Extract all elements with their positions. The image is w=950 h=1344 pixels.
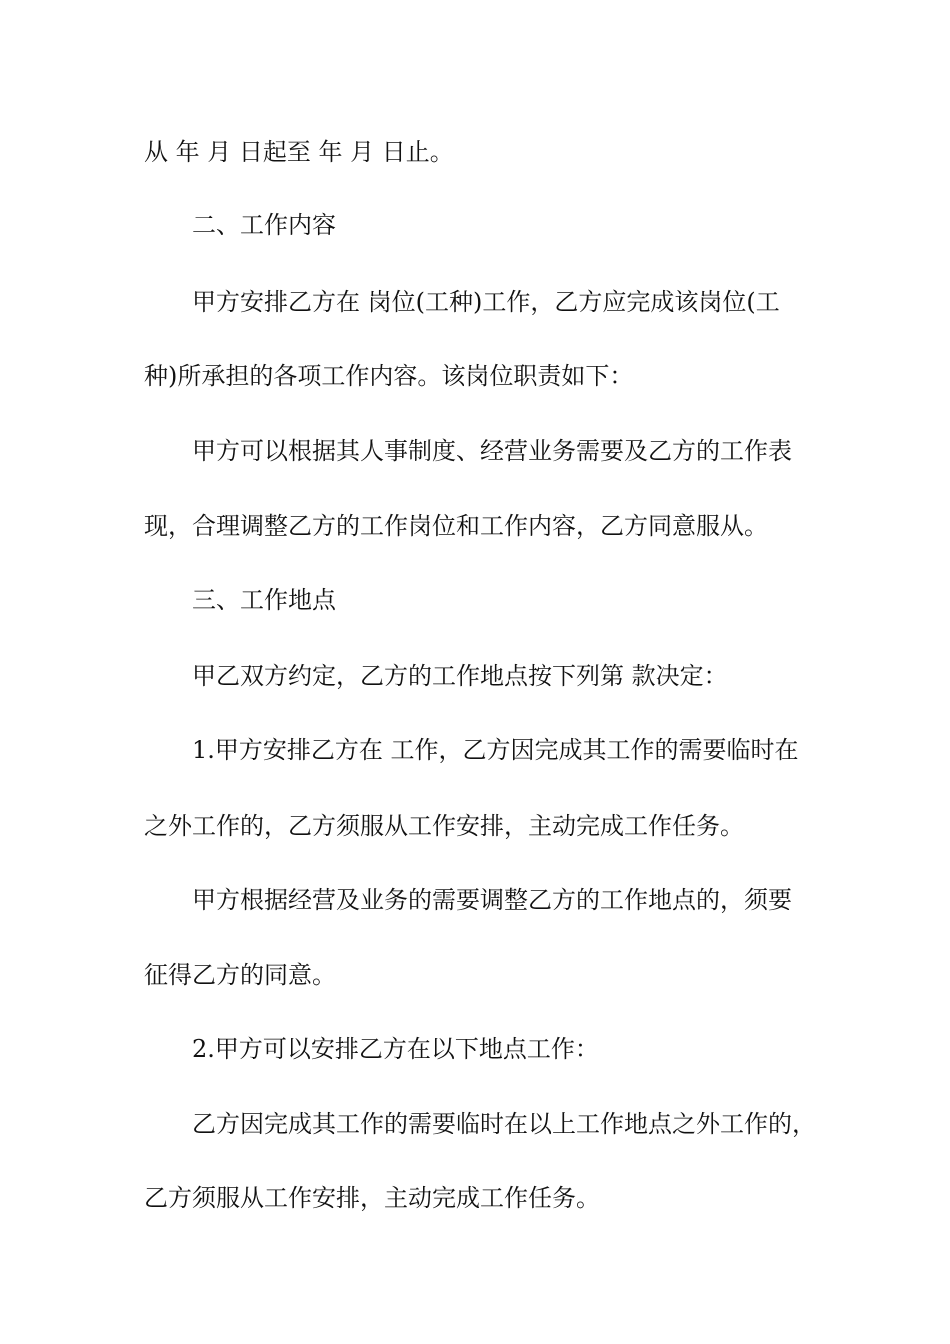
paragraph-line: 乙方因完成其工作的需要临时在以上工作地点之外工作的， [192, 1110, 816, 1138]
paragraph-line: 种)所承担的各项工作内容。该岗位职责如下： [144, 362, 634, 390]
paragraph-line: 之外工作的，乙方须服从工作安排，主动完成工作任务。 [144, 812, 744, 840]
section-heading-work-content: 二、工作内容 [192, 211, 336, 239]
term-period-line: 从 年 月 日起至 年 月 日止。 [144, 138, 454, 166]
paragraph-line: 征得乙方的同意。 [144, 961, 336, 989]
paragraph-line: 甲方可以根据其人事制度、经营业务需要及乙方的工作表 [192, 437, 792, 465]
section-heading-work-location: 三、工作地点 [192, 586, 336, 614]
list-item-line: 1.甲方安排乙方在 工作，乙方因完成其工作的需要临时在 [192, 736, 799, 764]
paragraph-line: 甲乙双方约定，乙方的工作地点按下列第 款决定： [192, 662, 728, 690]
paragraph-line: 甲方根据经营及业务的需要调整乙方的工作地点的，须要 [192, 886, 792, 914]
paragraph-line: 乙方须服从工作安排，主动完成工作任务。 [144, 1184, 600, 1212]
paragraph-line: 现，合理调整乙方的工作岗位和工作内容，乙方同意服从。 [144, 512, 768, 540]
list-item-line: 2.甲方可以安排乙方在以下地点工作： [192, 1035, 599, 1063]
paragraph-line: 甲方安排乙方在 岗位(工种)工作，乙方应完成该岗位(工 [192, 288, 780, 316]
